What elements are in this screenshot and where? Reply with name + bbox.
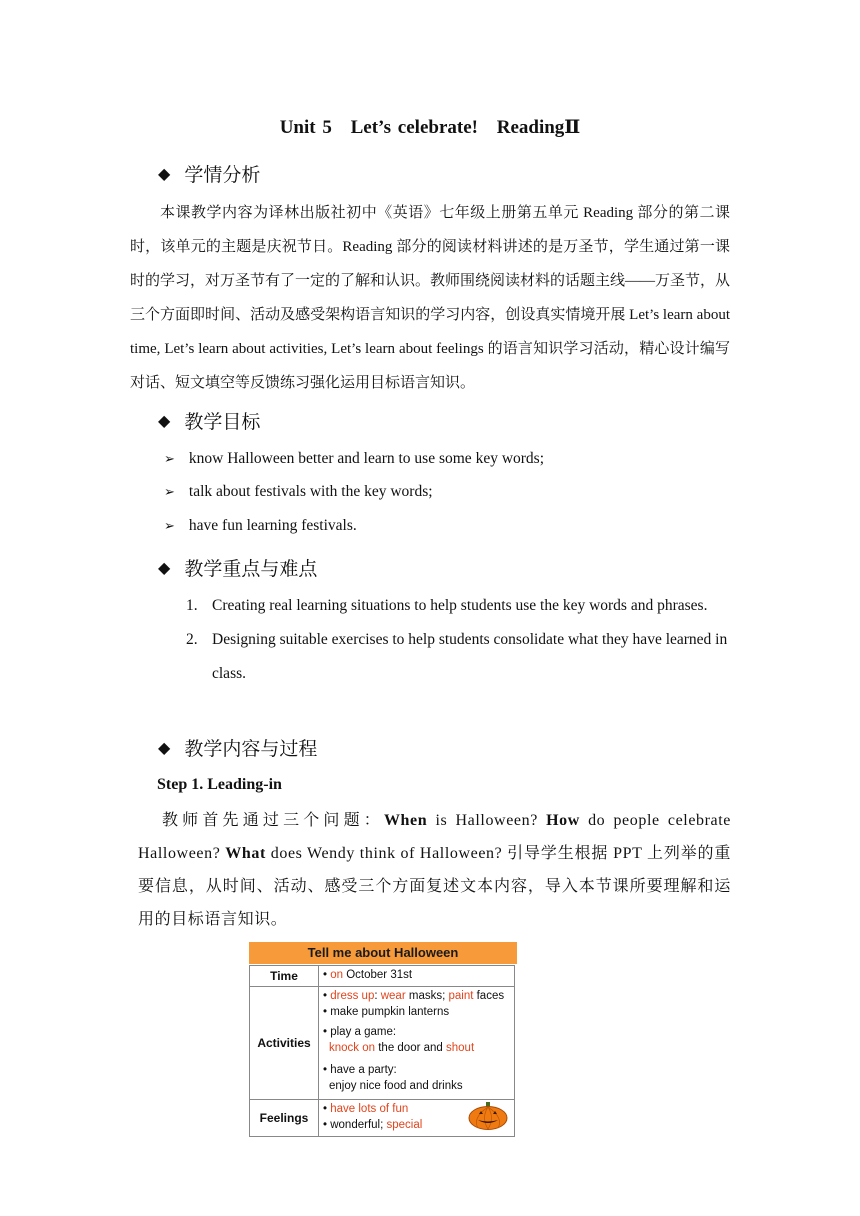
table-row bbox=[250, 1100, 515, 1137]
row-label-time: Time bbox=[250, 966, 319, 987]
halloween-slide-image bbox=[249, 942, 517, 1138]
step-paragraph: 教师首先通过三个问题：When is Halloween? How do people celebrate Halloween? What does Wendy think of Halloween? 引导学生根据 PPT 上列举的重要信息，从时间、活动、感受三个方面复述文本内容，导入本节课所要理解和运用的目标语言知识。 bbox=[138, 812, 731, 928]
table-row bbox=[250, 987, 515, 1100]
table-row bbox=[250, 966, 515, 987]
activities-cell: • dress up: wear masks; paint faces • make pumpkin lanterns • play a game: knock on the door and shout • have a party: enjoy nice food and drinks bbox=[319, 987, 515, 1100]
section-heading-process: ◆ 教学内容与过程 bbox=[158, 738, 318, 760]
key-point-item: 2. Designing suitable exercises to help students consolidate what they have learned in class. bbox=[186, 631, 728, 682]
analysis-text: 本课教学内容为译林出版社初中《英语》七年级上册第五单元 Reading 部分的第二课时，该单元的主题是庆祝节日。Reading 部分的阅读材料讲述的是万圣节，学生通过第一课时的学习，对万圣节有了一定的了解和认识。教师围绕阅读材料的话题主线——万圣节，从三个方面即时间、活动及感受架构语言知识的学习内容，创设真实情境开展 Let’s learn about time, Let’s learn about activities, Let’s learn about feelings 的语言知识学习活动，精心设计编写对话、短文填空等反馈练习强化运用目标语言知识。 bbox=[130, 205, 731, 391]
title-topic: Let’s celebrate! bbox=[350, 117, 478, 138]
arrow-bullet-icon: ➢ bbox=[164, 451, 175, 467]
key-point-item: 1. Creating real learning situations to help students use the key words and phrases. bbox=[186, 597, 708, 614]
objective-item: ➢ know Halloween better and learn to use some key words; bbox=[164, 450, 545, 467]
arrow-bullet-icon: ➢ bbox=[164, 518, 175, 534]
pumpkin-icon bbox=[468, 1102, 508, 1130]
diamond-bullet-icon: ◆ bbox=[158, 164, 171, 183]
section-heading-key-points: ◆ 教学重点与难点 bbox=[158, 558, 318, 580]
diamond-bullet-icon: ◆ bbox=[158, 411, 171, 430]
step-heading: Step 1. Leading-in bbox=[157, 776, 282, 793]
row-label-activities: Activities bbox=[250, 987, 319, 1100]
halloween-table bbox=[249, 965, 515, 1137]
row-label-feelings: Feelings bbox=[250, 1100, 319, 1137]
analysis-paragraph bbox=[130, 196, 730, 400]
key-points-list bbox=[186, 589, 731, 691]
diamond-bullet-icon: ◆ bbox=[158, 558, 171, 577]
section-heading-objectives: ◆ 教学目标 bbox=[158, 411, 261, 433]
section-heading-analysis: ◆ 学情分析 bbox=[158, 164, 261, 186]
diamond-bullet-icon: ◆ bbox=[158, 738, 171, 757]
objective-item: ➢ talk about festivals with the key words; bbox=[164, 483, 433, 500]
feelings-cell: • have lots of fun • wonderful; special bbox=[319, 1100, 515, 1137]
slide-header: Tell me about Halloween bbox=[249, 942, 517, 964]
arrow-bullet-icon: ➢ bbox=[164, 484, 175, 500]
title-part: ReadingⅡ bbox=[496, 117, 581, 138]
title-unit: Unit 5 bbox=[279, 117, 332, 138]
objective-item: ➢ have fun learning festivals. bbox=[164, 517, 357, 534]
time-cell: • on October 31st bbox=[319, 966, 515, 987]
document-title bbox=[0, 116, 860, 139]
